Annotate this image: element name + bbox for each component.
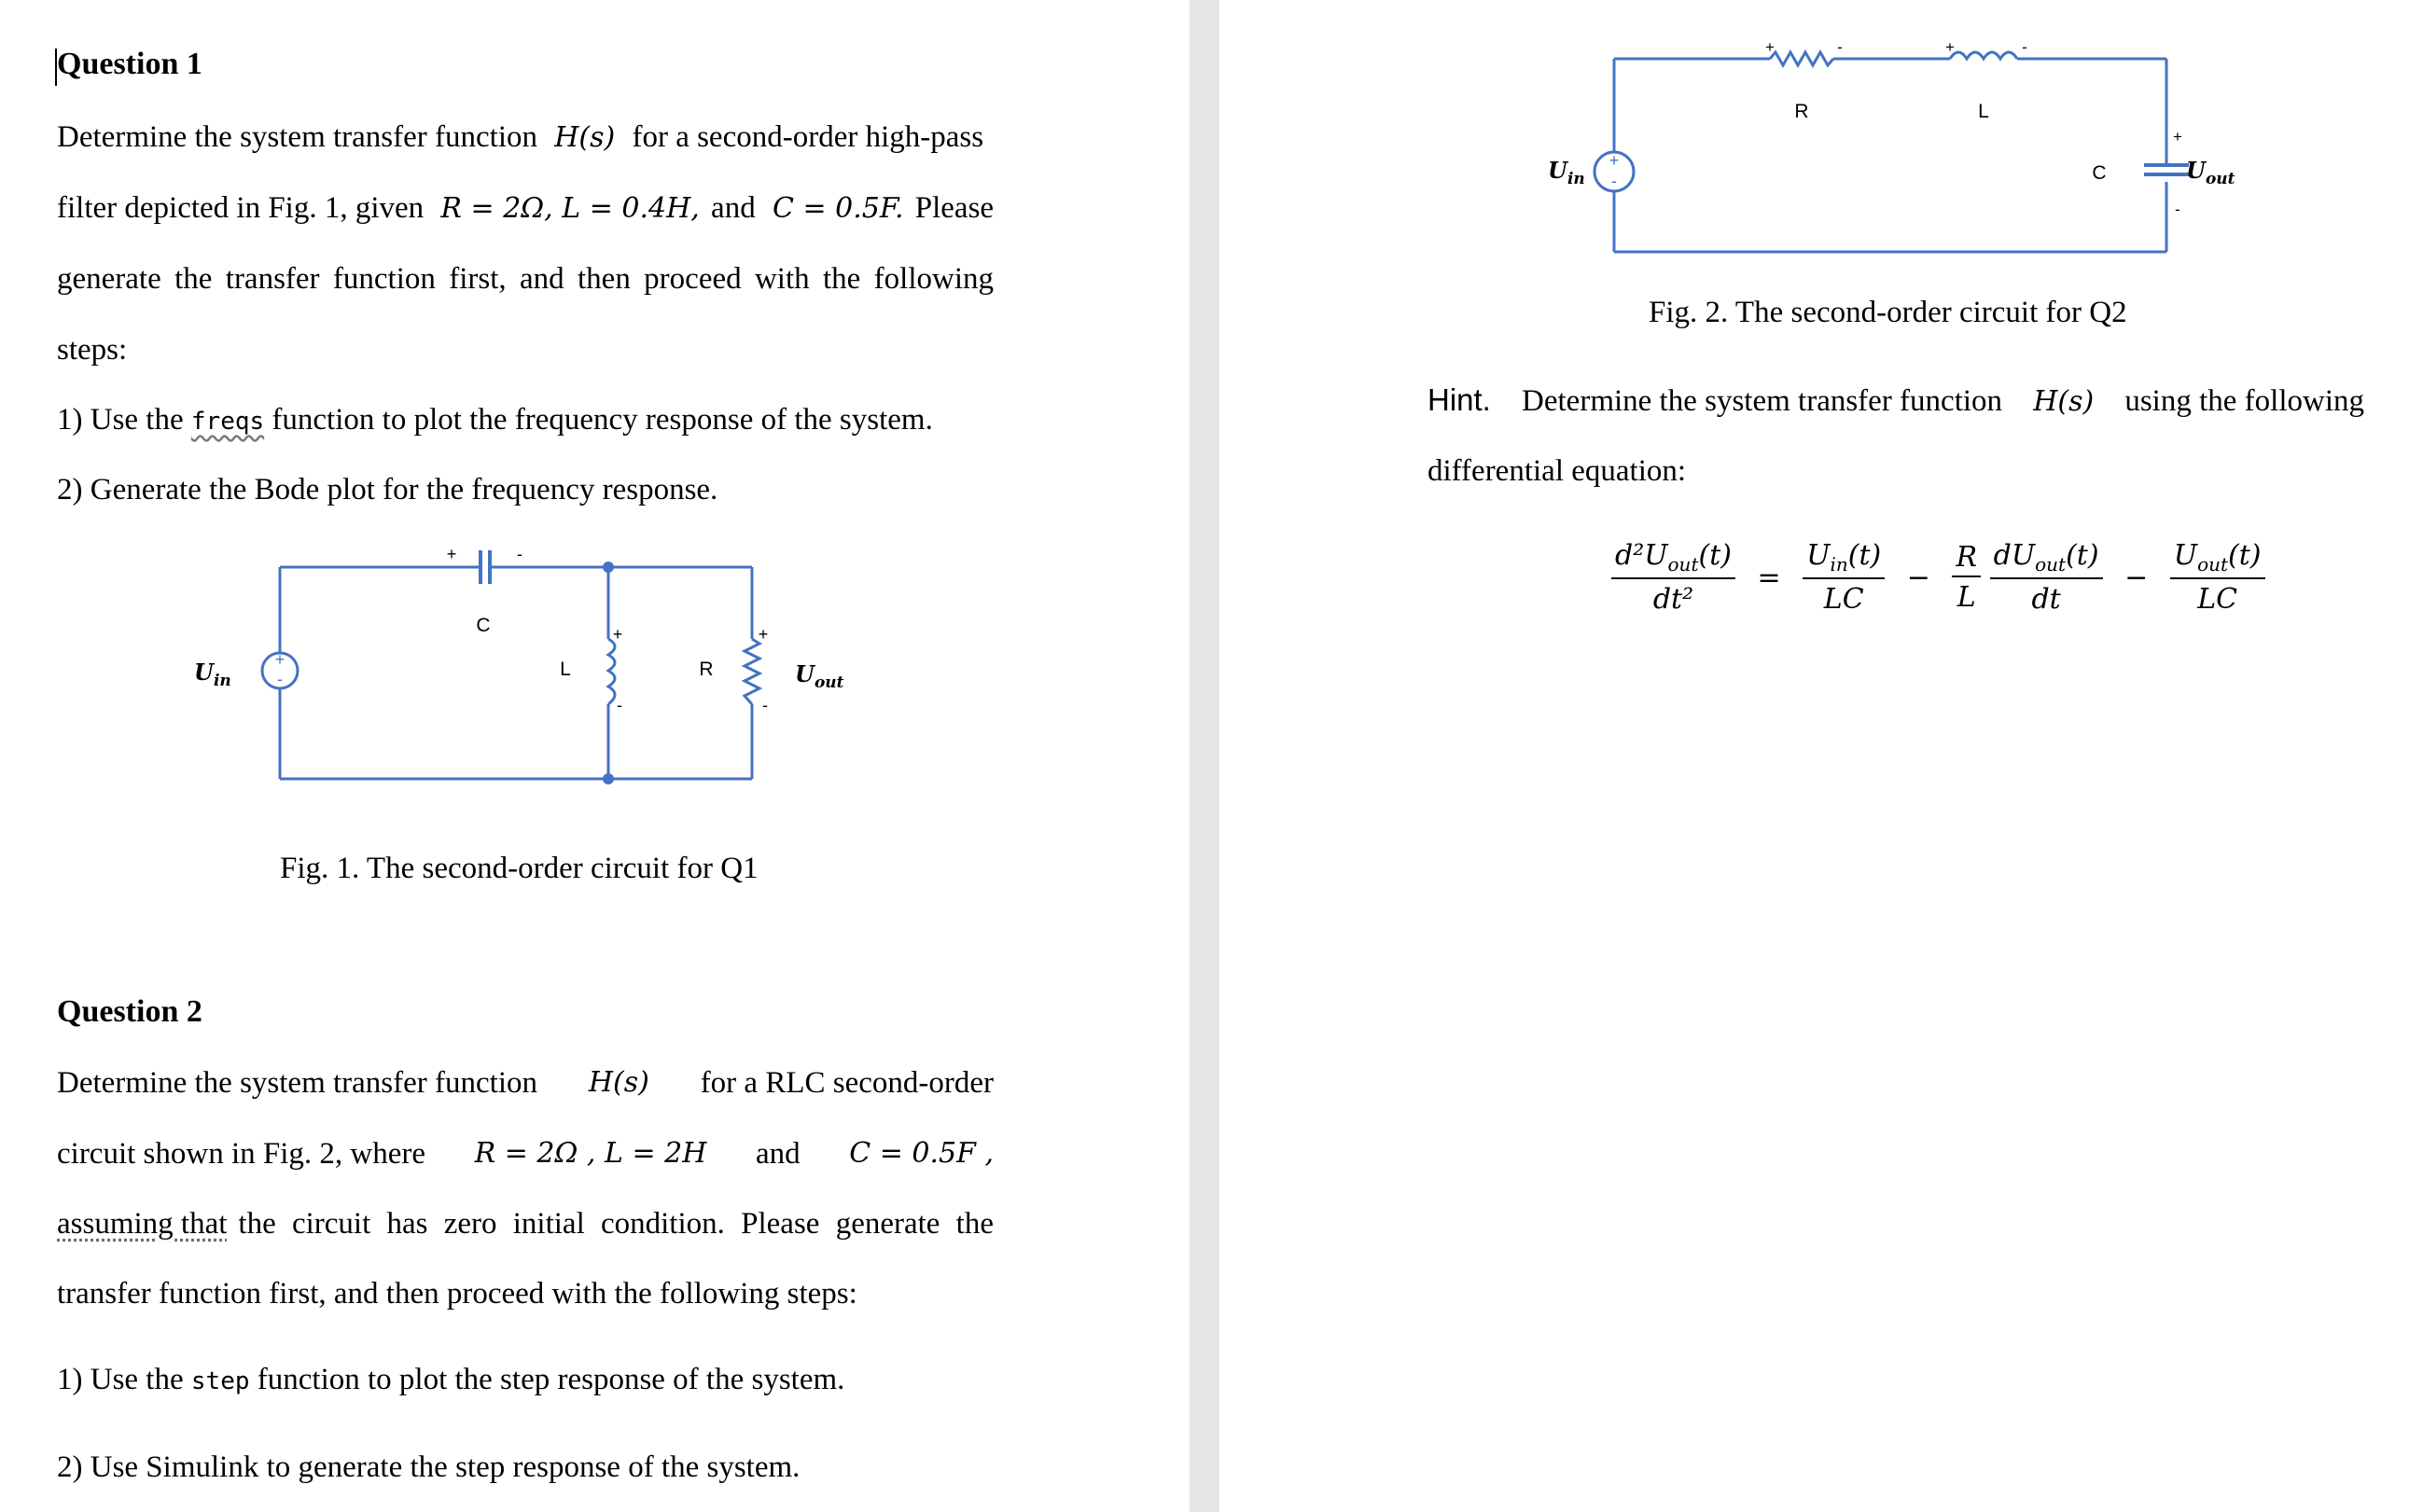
left-page [0,0,1190,1512]
q1-heading: Question 1 [57,47,202,81]
q2-math-c: C = 0.5F , [849,1137,994,1170]
q2-step-1 [57,1362,844,1399]
fig1-cap-label: C [476,615,491,636]
q1-paragraph-line-4: steps: [57,333,128,367]
fig2-source-plus: + [1608,151,1620,170]
q2-paragraph-line-1 [57,1065,994,1101]
fig1-vout-label: $U_{out}$ [795,660,844,692]
q1-step-1 [57,402,933,439]
q2-math-values: R = 2Ω , L = 2H [474,1137,707,1170]
fig2-caption: Fig. 2. The second-order circuit for Q2 [1649,296,2127,329]
q1-text: Please [914,191,995,225]
q2-text: the circuit has zero initial condition. Please generate the [238,1207,994,1241]
fig1-circuit-diagram [177,532,886,802]
q1-step-2: 2) Generate the Bode plot for the frequency response. [57,473,718,506]
q1-text: filter depicted in Fig. 1, given [57,191,425,225]
fig2-vout-label: $U_{out}$ [2186,157,2235,188]
fig2-inductor-label: L [1978,101,1989,122]
fig1-resistor-label: R [699,659,714,680]
fig2-inductor-plus: + [1945,38,1955,56]
fig1-source-plus: + [274,650,285,669]
eq-term1: $\frac{U_{in}(t)}{LC}$ [1803,539,1885,616]
q2-step1-text: 1) Use the [57,1363,184,1396]
fig2-circuit-diagram [1527,19,2409,261]
q1-step1-text: function to plot the frequency response of the system. [272,403,933,437]
page-gutter [1190,0,1219,1512]
eq-minus-2: − [2124,561,2149,594]
fig2-inductor-minus: - [2022,38,2027,56]
eq-lhs: $\frac{d^2U_{out}(t)}{\text{dt²}}$ [1611,539,1735,616]
fig1-resistor-plus: + [758,625,769,644]
q1-math-c: C = 0.5F. [772,192,904,225]
q1-math-values: R = 2Ω, L = 0.4H, [440,192,700,225]
q2-math-hs: H(s) [588,1066,649,1099]
q1-text: for a second-order high-pass [632,120,984,154]
fig2-source-minus: - [1611,172,1617,190]
fig1-node-top [603,562,614,573]
eq-term2-deriv: $\frac{dU_{out}(t)}{dt}$ [1990,539,2103,616]
fig1-cap-plus: + [446,545,457,563]
fig2-cap-plus: + [2173,128,2182,146]
q2-paragraph-line-4: transfer function first, and then proceed with the following steps: [57,1277,857,1311]
q2-code-step: step [190,1367,250,1395]
hint-math-hs: H(s) [2033,385,2095,418]
differential-equation [1611,539,2265,616]
q1-paragraph-line-3: generate the transfer function first, and then proceed with the following [57,262,994,296]
hint-label: Hint. [1427,382,1491,417]
q2-text: and [755,1137,801,1171]
hint-line-2: differential equation: [1427,454,1687,488]
q2-step1-text: function to plot the step response of the system. [257,1363,845,1396]
right-page [1219,0,2409,1512]
fig1-cap-minus: - [517,545,522,563]
fig2-vin-label: $U_{in}$ [1548,157,1585,188]
q2-text: circuit shown in Fig. 2, where [57,1137,426,1171]
fig2-cap-label: C [2092,162,2107,184]
q2-paragraph-line-2 [57,1136,994,1172]
q2-text: for a RLC second-order [700,1066,994,1100]
q1-math-hs: H(s) [554,121,616,154]
fig1-node-bottom [603,773,614,784]
q1-paragraph-line-1 [57,119,994,156]
q2-assuming-underlined: assuming that [57,1207,228,1241]
eq-term2-coef: $\frac{R}{L}$ [1952,541,1981,614]
fig1-resistor-minus: - [762,696,768,714]
fig1-caption: Fig. 1. The second-order circuit for Q1 [280,852,759,885]
hint-text: using the following [2124,384,2364,418]
q2-heading: Question 2 [57,994,202,1029]
q1-step1-text: 1) Use the [57,403,184,437]
fig1-inductor-minus: - [617,696,622,714]
eq-equals: = [1757,561,1781,594]
fig2-resistor-plus: + [1765,38,1775,56]
eq-minus-1: − [1906,561,1930,594]
fig1-vin-label: $U_{in}$ [194,659,231,690]
fig1-inductor-label: L [560,659,571,680]
hint-text: Determine the system transfer function [1522,384,2003,418]
q1-paragraph-line-2 [57,190,994,227]
fig1-source-minus: - [277,670,283,688]
q1-code-freqs: freqs [190,408,265,436]
fig2-resistor-minus: - [1837,38,1843,56]
q1-text: and [711,191,756,225]
hint-line-1 [1427,382,2364,420]
q1-text: Determine the system transfer function [57,120,537,154]
q2-paragraph-line-3 [57,1206,994,1242]
fig2-resistor-label: R [1794,101,1809,122]
fig2-cap-minus: - [2175,201,2180,218]
eq-term3: $\frac{U_{out}(t)}{LC}$ [2170,539,2265,616]
fig1-inductor-plus: + [612,625,623,644]
q2-text: Determine the system transfer function [57,1066,537,1100]
q2-step-2: 2) Use Simulink to generate the step response of the system. [57,1450,801,1484]
